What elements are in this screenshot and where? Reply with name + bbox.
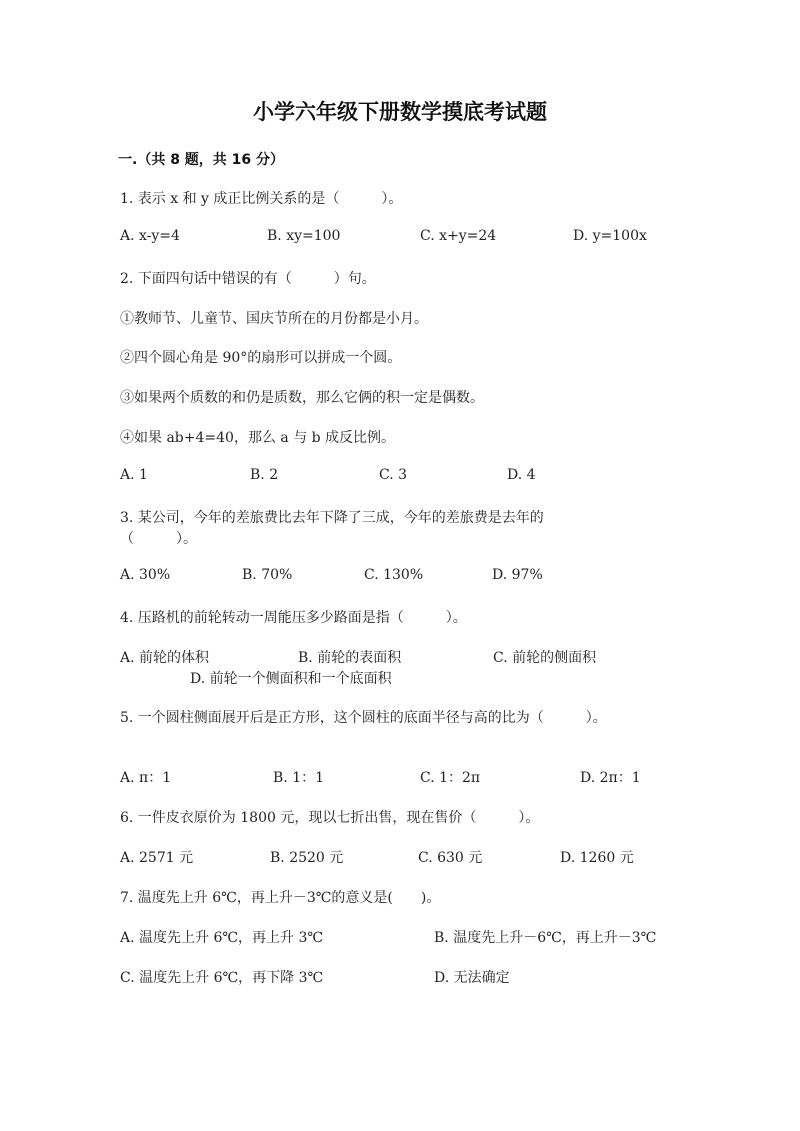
question-5-option-a: A. π：1 <box>120 770 172 786</box>
question-3-option-b: B. 70% <box>242 567 293 583</box>
question-2-statement-2: ②四个圆心角是 90°的扇形可以拼成一个圆。 <box>120 350 402 366</box>
section-heading: 一.（共 8 题，共 16 分） <box>118 152 285 168</box>
question-1-option-a: A. x-y=4 <box>120 228 180 244</box>
question-7-stem: 7. 温度先上升 6℃，再上升－3℃的意义是( )。 <box>120 890 441 906</box>
question-2-option-a: A. 1 <box>120 467 148 483</box>
question-1-option-d: D. y=100x <box>573 228 647 244</box>
question-2-option-b: B. 2 <box>250 467 279 483</box>
question-2-option-c: C. 3 <box>379 467 408 483</box>
question-6-option-a: A. 2571 元 <box>120 850 194 866</box>
question-6-stem: 6. 一件皮衣原价为 1800 元，现以七折出售，现在售价（ ）。 <box>120 810 540 826</box>
question-7-option-a: A. 温度先上升 6℃，再上升 3℃ <box>120 930 324 946</box>
question-6-option-d: D. 1260 元 <box>560 850 634 866</box>
question-6-option-c: C. 630 元 <box>418 850 483 866</box>
question-2-stem: 2. 下面四句话中错误的有（ ）句。 <box>120 271 376 287</box>
question-2-statement-4: ④如果 ab+4=40，那么 a 与 b 成反比例。 <box>120 430 396 446</box>
question-1-option-c: C. x+y=24 <box>420 228 497 244</box>
question-5-option-c: C. 1：2π <box>420 770 481 786</box>
question-4-stem: 4. 压路机的前轮转动一周能压多少路面是指（ ）。 <box>120 610 467 626</box>
question-6-option-b: B. 2520 元 <box>270 850 344 866</box>
question-2-statement-3: ③如果两个质数的和仍是质数，那么它俩的积一定是偶数。 <box>120 390 484 406</box>
question-1-stem: 1. 表示 x 和 y 成正比例关系的是（ ）。 <box>120 191 403 207</box>
question-4-option-d: D. 前轮一个侧面积和一个底面积 <box>190 671 392 687</box>
question-5-option-d: D. 2π：1 <box>580 770 641 786</box>
question-4-option-c: C. 前轮的侧面积 <box>493 650 597 666</box>
question-5-stem: 5. 一个圆柱侧面展开后是正方形，这个圆柱的底面半径与高的比为（ ）。 <box>120 710 607 726</box>
question-2-option-d: D. 4 <box>507 467 536 483</box>
question-1-option-b: B. xy=100 <box>267 228 341 244</box>
page-title: 小学六年级下册数学摸底考试题 <box>253 100 547 124</box>
question-3-stem: 3. 某公司，今年的差旅费比去年下降了三成，今年的差旅费是去年的 <box>120 510 544 526</box>
question-7-option-c: C. 温度先上升 6℃，再下降 3℃ <box>120 970 324 986</box>
question-3-option-a: A. 30% <box>120 567 171 583</box>
question-2-statement-1: ①教师节、儿童节、国庆节所在的月份都是小月。 <box>120 311 428 327</box>
question-4-option-b: B. 前轮的表面积 <box>298 650 402 666</box>
question-7-option-d: D. 无法确定 <box>434 970 510 986</box>
question-5-option-b: B. 1：1 <box>273 770 325 786</box>
question-3-option-d: D. 97% <box>492 567 543 583</box>
question-3-option-c: C. 130% <box>364 567 424 583</box>
question-3-stem-continued: （ ）。 <box>120 531 197 547</box>
question-7-option-b: B. 温度先上升－6℃，再上升－3℃ <box>434 930 657 946</box>
question-4-option-a: A. 前轮的体积 <box>120 650 210 666</box>
